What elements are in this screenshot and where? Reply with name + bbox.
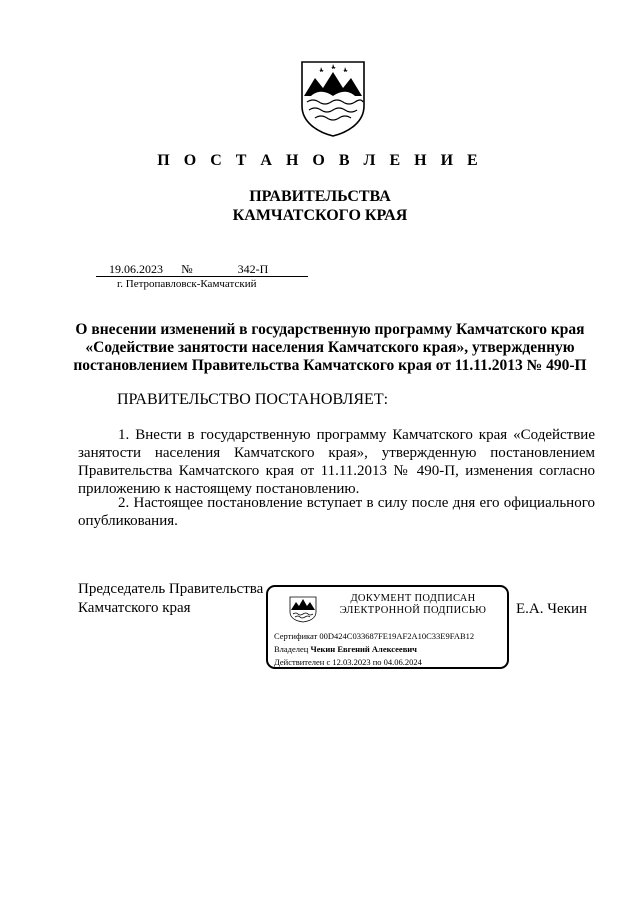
signer-position (78, 580, 263, 618)
stamp-emblem-icon (289, 595, 317, 623)
owner-label: Владелец (274, 644, 309, 654)
stamp-title-line-1: ДОКУМЕНТ ПОДПИСАН (350, 593, 476, 604)
valid-from-date: 12.03.2023 (332, 657, 371, 667)
signer-position-line-2: Камчатского края (78, 600, 191, 616)
document-place: г. Петропавловск-Камчатский (117, 278, 257, 290)
signer-name: Е.А. Чекин (516, 601, 587, 617)
certificate-label: Сертификат (274, 631, 318, 641)
date-number-line (96, 262, 308, 277)
subject-line-3: постановлением Правительства Камчатского края от 11.11.2013 № 490-П (73, 357, 587, 374)
stamp-owner-row (274, 644, 417, 654)
paragraph-1: 1. Внести в государственную программу Камчатского края «Содействие занятости населения Камчатского края», утвержденную постановлением Правительства Камчатского края от 11.11.2013 № 490-П, изменения согласно приложению к настоящему постановлению. (78, 427, 595, 497)
coat-of-arms-emblem (299, 58, 367, 138)
validity-label: Действителен (274, 657, 325, 667)
stamp-title (328, 593, 498, 617)
paragraph-2: 2. Настоящее постановление вступает в силу после дня его официального опубликования. (78, 495, 595, 529)
subject-line-1: О внесении изменений в государственную программу Камчатского края (75, 321, 585, 338)
document-number: 342-П (198, 262, 308, 277)
stamp-validity-row (274, 657, 422, 667)
electronic-signature-stamp (266, 585, 509, 669)
valid-from-label: с (326, 657, 331, 667)
stamp-title-line-2: ЭЛЕКТРОННОЙ ПОДПИСЬЮ (339, 605, 487, 616)
document-subject (70, 321, 590, 375)
document-type-title: П О С Т А Н О В Л Е Н И Е (157, 152, 483, 169)
number-sign: № (176, 262, 198, 277)
valid-to-date: 04.06.2024 (383, 657, 422, 667)
decree-verb: ПРАВИТЕЛЬСТВО ПОСТАНОВЛЯЕТ: (117, 391, 389, 408)
issuer-block (0, 187, 640, 225)
certificate-value: 00D424C033687FE19AF2A10C33E9FAB12 (319, 631, 475, 641)
owner-value: Чекин Евгений Алексеевич (310, 644, 417, 654)
stamp-certificate-row (274, 631, 474, 641)
issuer-line-1: ПРАВИТЕЛЬСТВА (249, 188, 391, 205)
valid-to-label: по (372, 657, 382, 667)
issuer-line-2: КАМЧАТСКОГО КРАЯ (232, 207, 408, 224)
subject-line-2: «Содействие занятости населения Камчатского края», утвержденную (85, 339, 575, 356)
document-date: 19.06.2023 (96, 262, 176, 277)
signer-position-line-1: Председатель Правительства (78, 581, 264, 597)
